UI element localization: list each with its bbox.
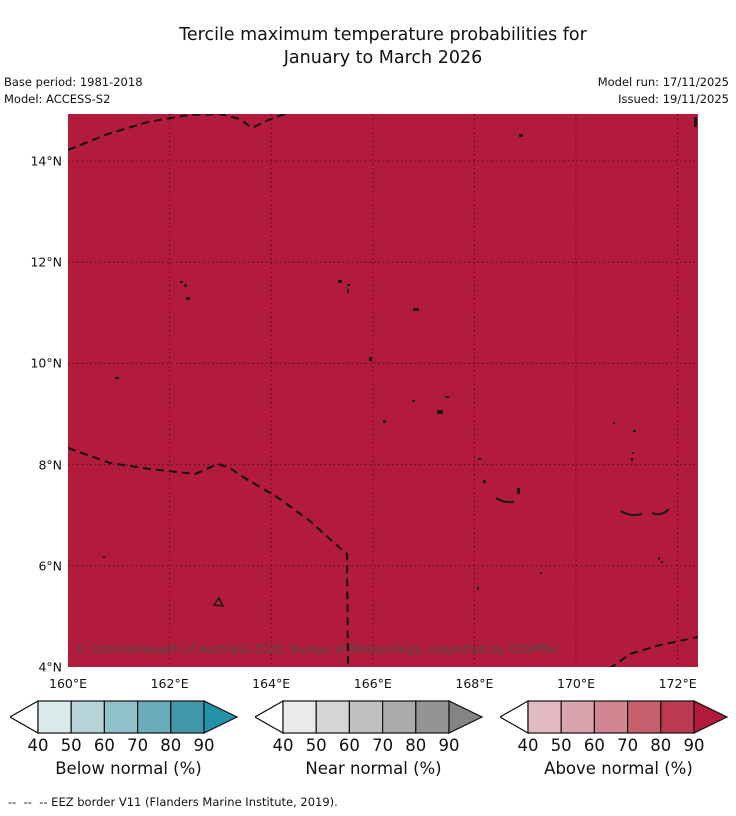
colorbar-above-normal <box>500 700 736 782</box>
colorbar-tick-label: 40 <box>27 736 49 755</box>
colorbar-graphic <box>500 700 736 734</box>
colorbar-below-normal <box>10 700 247 782</box>
colorbar-segment <box>316 701 349 733</box>
colorbar-tick-label: 80 <box>405 736 427 755</box>
left-arrow <box>10 701 38 733</box>
model-run-text: Model run: 17/11/2025 <box>597 75 729 89</box>
meta-left <box>4 74 143 108</box>
y-tick-label: 10°N <box>30 355 62 371</box>
colorbar-tick-label: 50 <box>550 736 572 755</box>
x-tick-label: 172°E <box>658 676 697 691</box>
chart-title <box>68 24 698 70</box>
colorbar-tick-label: 70 <box>617 736 639 755</box>
colorbar-segment <box>528 701 561 733</box>
y-tick-label: 6°N <box>38 558 62 574</box>
colorbar-tick-label: 40 <box>517 736 539 755</box>
colorbar-segment <box>71 701 104 733</box>
eez-footnote: -- -- -- EEZ border V11 (Flanders Marine Institute, 2019). <box>8 795 338 809</box>
x-tick-label: 164°E <box>252 676 291 691</box>
colorbar-tick-label: 90 <box>438 736 460 755</box>
x-tick-label: 160°E <box>48 676 88 691</box>
colorbar-segment <box>349 701 382 733</box>
colorbar-title: Below normal (%) <box>55 759 202 778</box>
colorbar-tick-label: 60 <box>338 736 360 755</box>
colorbar-tick-label: 90 <box>683 736 705 755</box>
colorbar-tick-label: 60 <box>583 736 605 755</box>
base-period-text: Base period: 1981-2018 <box>4 75 143 89</box>
left-arrow <box>255 701 283 733</box>
colorbar-tick-label: 80 <box>650 736 672 755</box>
colorbar-tick-label: 60 <box>93 736 115 755</box>
y-tick-label: 4°N <box>38 659 62 675</box>
chart-title-line2: January to March 2026 <box>283 48 483 68</box>
x-tick-label: 166°E <box>353 676 392 691</box>
colorbar-segment <box>38 701 71 733</box>
meta-right <box>598 74 729 108</box>
colorbar-segment <box>661 701 694 733</box>
colorbar-segment <box>171 701 204 733</box>
x-tick-label: 162°E <box>150 676 189 691</box>
colorbar-tick-label: 80 <box>160 736 182 755</box>
colorbar-segment <box>138 701 171 733</box>
colorbar-segment <box>561 701 594 733</box>
x-tick-label: 170°E <box>556 676 596 691</box>
right-arrow <box>449 701 482 733</box>
colorbar-segment <box>104 701 137 733</box>
colorbar-tick-label: 50 <box>60 736 82 755</box>
y-tick-label: 8°N <box>38 457 62 473</box>
colorbar-graphic <box>255 700 492 734</box>
y-tick-label: 14°N <box>30 153 62 169</box>
colorbar-segment <box>594 701 627 733</box>
left-arrow <box>500 701 528 733</box>
colorbar-segment <box>628 701 661 733</box>
y-tick-label: 12°N <box>30 254 62 270</box>
colorbar-tick-label: 50 <box>305 736 327 755</box>
colorbar-segment <box>416 701 449 733</box>
model-text: Model: ACCESS-S2 <box>4 92 111 106</box>
colorbar-tick-label: 40 <box>272 736 294 755</box>
map-fill <box>68 114 698 667</box>
right-arrow <box>204 701 237 733</box>
colorbar-tick-label: 70 <box>372 736 394 755</box>
colorbar-graphic <box>10 700 247 734</box>
colorbar-near-normal <box>255 700 492 782</box>
colorbar-tick-label: 90 <box>193 736 215 755</box>
colorbar-segment <box>383 701 416 733</box>
chart-title-line1: Tercile maximum temperature probabilities for <box>179 25 587 45</box>
colorbar-tick-label: 70 <box>127 736 149 755</box>
copyright-text: © Commonwealth of Australia 2025, Bureau of Meteorology, supported by COSPPac <box>75 642 560 656</box>
colorbar-title: Near normal (%) <box>305 759 442 778</box>
right-arrow <box>694 701 727 733</box>
x-tick-label: 168°E <box>455 676 494 691</box>
issued-text: Issued: 19/11/2025 <box>618 92 729 106</box>
colorbar-segment <box>283 701 316 733</box>
probability-map <box>68 114 698 667</box>
map-canvas <box>68 114 698 667</box>
colorbar-title: Above normal (%) <box>544 759 693 778</box>
